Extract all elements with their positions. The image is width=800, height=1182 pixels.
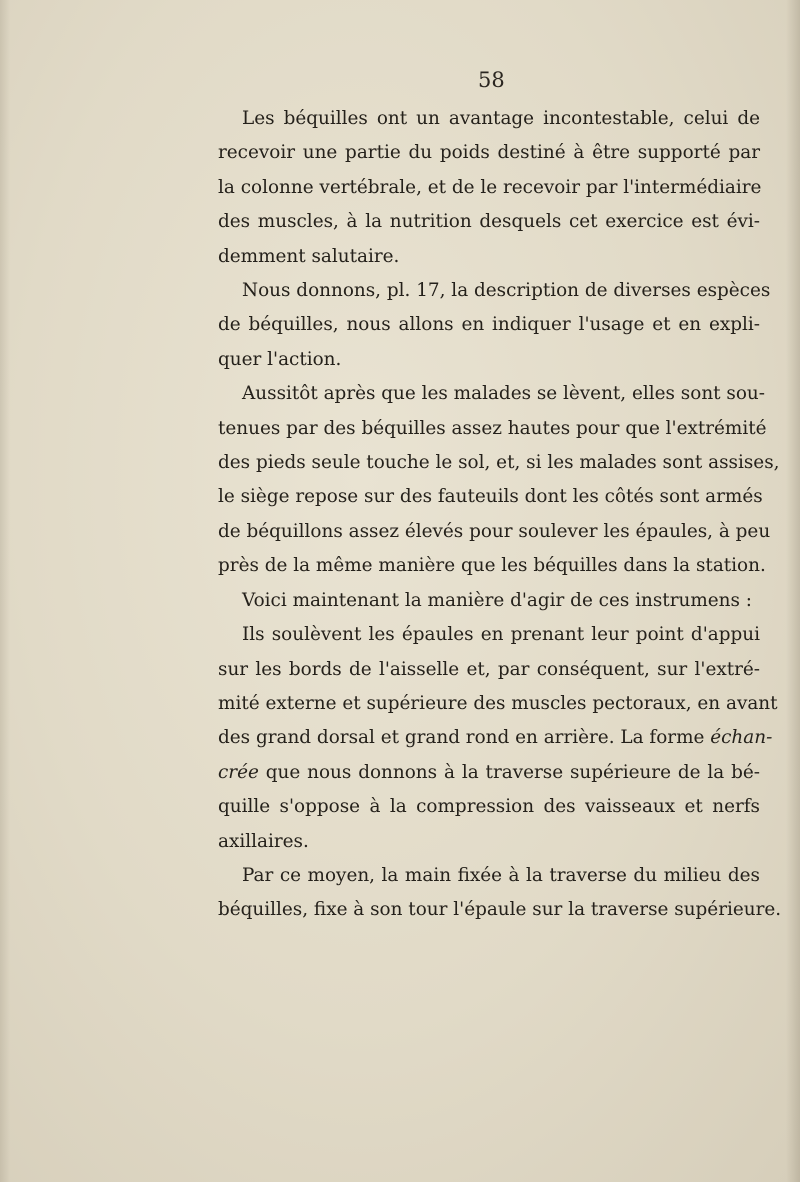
paragraph-1: [218, 102, 760, 274]
paragraph-4: [218, 584, 760, 618]
page-shadow-left: [0, 0, 10, 1182]
text-line-with-italic: [218, 721, 773, 755]
text-line: sur les bords de l'aisselle et, par conséquent, sur l'extré-: [218, 658, 760, 680]
text-line: le siège repose sur des fauteuils dont les côtés sont armés: [218, 486, 763, 508]
text-line: Voici maintenant la manière d'agir de ces instrumens :: [242, 589, 752, 611]
text-line: béquilles, fixe à son tour l'épaule sur la traverse supérieure.: [218, 899, 782, 921]
text-segment: des grand dorsal et grand rond en arrière. La forme: [218, 727, 711, 749]
text-line: des pieds seule touche le sol, et, si les malades sont assises,: [218, 452, 780, 474]
text-line: mité externe et supérieure des muscles pectoraux, en avant: [218, 692, 778, 714]
text-line: de béquilles, nous allons en indiquer l'usage et en expli-: [218, 314, 760, 336]
text-line: quille s'oppose à la compression des vaisseaux et nerfs: [218, 796, 760, 818]
text-line: des muscles, à la nutrition desquels cet exercice est évi-: [218, 211, 760, 233]
text-segment: que nous donnons à la traverse supérieure de la bé-: [258, 761, 760, 783]
text-line: Aussitôt après que les malades se lèvent, elles sont sou-: [242, 383, 765, 405]
text-line: quer l'action.: [218, 348, 342, 370]
text-line: de béquillons assez élevés pour soulever les épaules, à peu: [218, 520, 771, 542]
text-line: près de la même manière que les béquilles dans la station.: [218, 555, 766, 577]
paragraph-3: [218, 377, 780, 583]
page-shadow-right: [786, 0, 800, 1182]
italic-term: crée: [218, 761, 259, 783]
paragraph-2: [218, 274, 771, 377]
body-text: [218, 102, 782, 928]
text-line: axillaires.: [218, 830, 309, 852]
text-line: demment salutaire.: [218, 245, 400, 267]
text-line: la colonne vertébrale, et de le recevoir par l'intermédiaire: [218, 176, 762, 198]
text-line-with-italic: [218, 756, 760, 790]
paragraph-5: [218, 618, 778, 859]
text-line: Les béquilles ont un avantage incontestable, celui de: [242, 108, 760, 129]
text-line: recevoir une partie du poids destiné à être supporté par: [218, 142, 760, 164]
text-line: tenues par des béquilles assez hautes pour que l'extrémité: [218, 417, 767, 439]
page-number: 58: [478, 68, 505, 92]
paragraph-6: [218, 859, 782, 928]
italic-term: échan-: [710, 727, 773, 749]
text-line: Par ce moyen, la main fixée à la traverse du milieu des: [242, 864, 760, 886]
text-line: Ils soulèvent les épaules en prenant leur point d'appui: [242, 624, 760, 646]
text-line: Nous donnons, pl. 17, la description de diverses espèces: [242, 280, 771, 302]
